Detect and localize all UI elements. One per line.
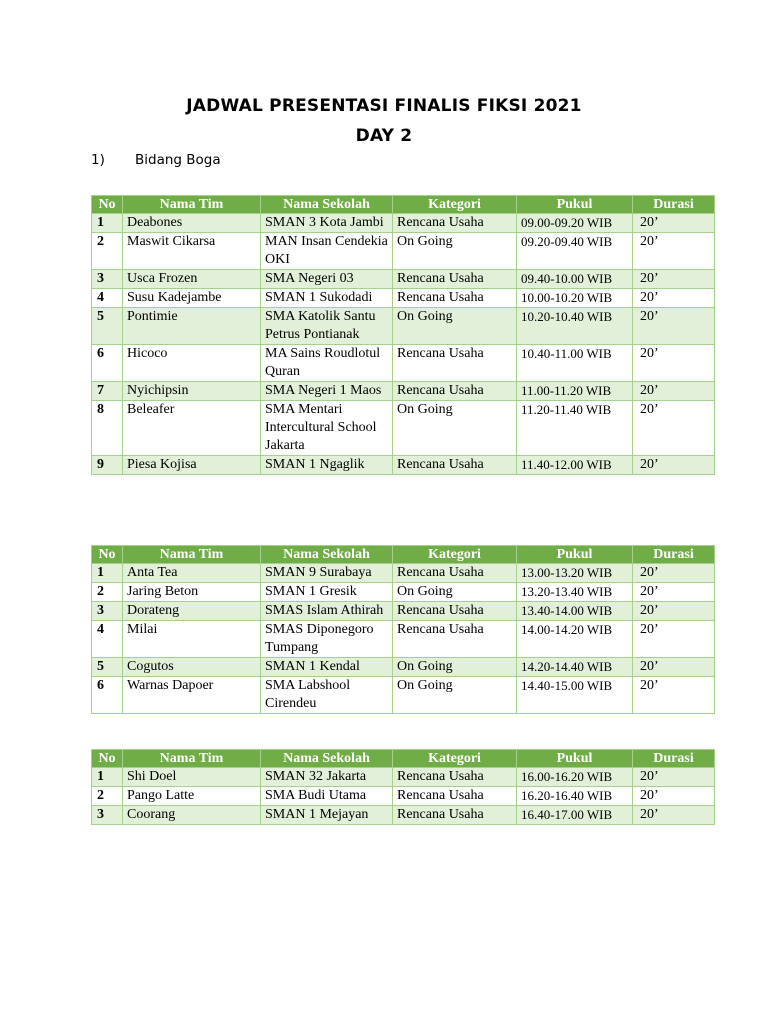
cell-pukul: 14.40-15.00 WIB [517, 677, 633, 714]
cell-nama-sekolah: SMA Katolik Santu Petrus Pontianak [261, 308, 393, 345]
cell-durasi: 20’ [633, 806, 715, 825]
cell-no: 3 [92, 602, 123, 621]
cell-durasi: 20’ [633, 308, 715, 345]
cell-nama-sekolah: SMA Mentari Intercultural School Jakarta [261, 401, 393, 456]
table-row [92, 289, 715, 308]
cell-kategori: On Going [393, 677, 517, 714]
cell-pukul: 14.00-14.20 WIB [517, 621, 633, 658]
table-header-row [92, 196, 715, 214]
cell-nama-tim: Usca Frozen [123, 270, 261, 289]
cell-pukul: 13.40-14.00 WIB [517, 602, 633, 621]
cell-nama-tim: Deabones [123, 214, 261, 233]
cell-kategori: Rencana Usaha [393, 768, 517, 787]
cell-durasi: 20’ [633, 456, 715, 475]
cell-durasi: 20’ [633, 768, 715, 787]
cell-no: 2 [92, 583, 123, 602]
table-row [92, 768, 715, 787]
table-row [92, 382, 715, 401]
cell-pukul: 16.00-16.20 WIB [517, 768, 633, 787]
cell-nama-tim: Nyichipsin [123, 382, 261, 401]
header-nama-tim: Nama Tim [123, 196, 261, 214]
cell-pukul: 11.00-11.20 WIB [517, 382, 633, 401]
cell-nama-sekolah: SMAN 1 Kendal [261, 658, 393, 677]
table-row [92, 456, 715, 475]
table-row [92, 658, 715, 677]
cell-nama-tim: Pontimie [123, 308, 261, 345]
cell-kategori: Rencana Usaha [393, 456, 517, 475]
table-row [92, 270, 715, 289]
cell-durasi: 20’ [633, 233, 715, 270]
table-row [92, 214, 715, 233]
table-row [92, 233, 715, 270]
table-header-row [92, 546, 715, 564]
cell-kategori: Rencana Usaha [393, 289, 517, 308]
cell-no: 2 [92, 233, 123, 270]
table-row [92, 583, 715, 602]
table-row [92, 602, 715, 621]
header-pukul: Pukul [517, 196, 633, 214]
cell-pukul: 13.20-13.40 WIB [517, 583, 633, 602]
cell-nama-sekolah: MAN Insan Cendekia OKI [261, 233, 393, 270]
schedule-table-late-afternoon [91, 749, 715, 825]
cell-nama-sekolah: SMAN 9 Surabaya [261, 564, 393, 583]
cell-nama-sekolah: SMA Budi Utama [261, 787, 393, 806]
cell-kategori: Rencana Usaha [393, 621, 517, 658]
header-no: No [92, 196, 123, 214]
cell-durasi: 20’ [633, 214, 715, 233]
cell-kategori: Rencana Usaha [393, 564, 517, 583]
header-kategori: Kategori [393, 546, 517, 564]
cell-no: 3 [92, 806, 123, 825]
cell-kategori: On Going [393, 233, 517, 270]
table-header-row [92, 750, 715, 768]
cell-pukul: 11.20-11.40 WIB [517, 401, 633, 456]
header-durasi: Durasi [633, 750, 715, 768]
cell-kategori: On Going [393, 583, 517, 602]
header-nama-sekolah: Nama Sekolah [261, 546, 393, 564]
cell-nama-sekolah: SMAN 32 Jakarta [261, 768, 393, 787]
cell-nama-tim: Maswit Cikarsa [123, 233, 261, 270]
section-label: Bidang Boga [135, 152, 221, 168]
cell-nama-sekolah: SMAS Diponegoro Tumpang [261, 621, 393, 658]
table-row [92, 564, 715, 583]
cell-kategori: Rencana Usaha [393, 787, 517, 806]
cell-no: 6 [92, 677, 123, 714]
cell-no: 5 [92, 308, 123, 345]
cell-no: 6 [92, 345, 123, 382]
cell-nama-tim: Anta Tea [123, 564, 261, 583]
cell-durasi: 20’ [633, 583, 715, 602]
schedule-table-morning [91, 195, 715, 475]
document-title: JADWAL PRESENTASI FINALIS FIKSI 2021 [186, 96, 582, 116]
header-durasi: Durasi [633, 196, 715, 214]
cell-pukul: 09.40-10.00 WIB [517, 270, 633, 289]
cell-no: 5 [92, 658, 123, 677]
cell-durasi: 20’ [633, 677, 715, 714]
cell-nama-tim: Susu Kadejambe [123, 289, 261, 308]
table-row [92, 621, 715, 658]
table-row [92, 677, 715, 714]
cell-kategori: On Going [393, 658, 517, 677]
header-nama-sekolah: Nama Sekolah [261, 196, 393, 214]
cell-nama-sekolah: MA Sains Roudlotul Quran [261, 345, 393, 382]
header-durasi: Durasi [633, 546, 715, 564]
section-number: 1) [91, 152, 105, 168]
document-subtitle-day: DAY 2 [355, 126, 413, 146]
cell-nama-sekolah: SMAN 1 Gresik [261, 583, 393, 602]
cell-nama-tim: Beleafer [123, 401, 261, 456]
cell-pukul: 13.00-13.20 WIB [517, 564, 633, 583]
cell-durasi: 20’ [633, 345, 715, 382]
cell-pukul: 10.00-10.20 WIB [517, 289, 633, 308]
cell-no: 1 [92, 564, 123, 583]
cell-no: 1 [92, 214, 123, 233]
table-row [92, 308, 715, 345]
header-nama-tim: Nama Tim [123, 546, 261, 564]
header-kategori: Kategori [393, 196, 517, 214]
cell-pukul: 09.20-09.40 WIB [517, 233, 633, 270]
cell-durasi: 20’ [633, 270, 715, 289]
cell-nama-tim: Dorateng [123, 602, 261, 621]
cell-nama-tim: Coorang [123, 806, 261, 825]
cell-no: 8 [92, 401, 123, 456]
section-heading [91, 152, 221, 168]
table-row [92, 787, 715, 806]
cell-nama-sekolah: SMA Negeri 03 [261, 270, 393, 289]
cell-durasi: 20’ [633, 382, 715, 401]
header-pukul: Pukul [517, 546, 633, 564]
cell-pukul: 11.40-12.00 WIB [517, 456, 633, 475]
cell-nama-sekolah: SMAN 1 Sukodadi [261, 289, 393, 308]
cell-durasi: 20’ [633, 289, 715, 308]
cell-pukul: 16.40-17.00 WIB [517, 806, 633, 825]
cell-nama-tim: Cogutos [123, 658, 261, 677]
cell-no: 3 [92, 270, 123, 289]
table-row [92, 345, 715, 382]
cell-kategori: Rencana Usaha [393, 270, 517, 289]
cell-nama-tim: Piesa Kojisa [123, 456, 261, 475]
cell-pukul: 14.20-14.40 WIB [517, 658, 633, 677]
cell-no: 7 [92, 382, 123, 401]
header-pukul: Pukul [517, 750, 633, 768]
cell-kategori: Rencana Usaha [393, 345, 517, 382]
table-row [92, 806, 715, 825]
header-nama-tim: Nama Tim [123, 750, 261, 768]
cell-nama-tim: Warnas Dapoer [123, 677, 261, 714]
schedule-table-afternoon [91, 545, 715, 714]
cell-durasi: 20’ [633, 787, 715, 806]
cell-no: 2 [92, 787, 123, 806]
cell-nama-sekolah: SMAN 3 Kota Jambi [261, 214, 393, 233]
cell-nama-tim: Shi Doel [123, 768, 261, 787]
cell-durasi: 20’ [633, 602, 715, 621]
header-no: No [92, 750, 123, 768]
cell-durasi: 20’ [633, 658, 715, 677]
cell-nama-tim: Jaring Beton [123, 583, 261, 602]
cell-nama-sekolah: SMAN 1 Mejayan [261, 806, 393, 825]
cell-durasi: 20’ [633, 401, 715, 456]
cell-durasi: 20’ [633, 564, 715, 583]
cell-nama-sekolah: SMA Negeri 1 Maos [261, 382, 393, 401]
header-kategori: Kategori [393, 750, 517, 768]
cell-nama-sekolah: SMAN 1 Ngaglik [261, 456, 393, 475]
cell-no: 9 [92, 456, 123, 475]
cell-pukul: 09.00-09.20 WIB [517, 214, 633, 233]
cell-no: 1 [92, 768, 123, 787]
header-no: No [92, 546, 123, 564]
cell-nama-tim: Pango Latte [123, 787, 261, 806]
cell-kategori: Rencana Usaha [393, 382, 517, 401]
cell-pukul: 10.20-10.40 WIB [517, 308, 633, 345]
cell-no: 4 [92, 289, 123, 308]
table-row [92, 401, 715, 456]
cell-pukul: 16.20-16.40 WIB [517, 787, 633, 806]
cell-kategori: Rencana Usaha [393, 806, 517, 825]
cell-durasi: 20’ [633, 621, 715, 658]
cell-nama-sekolah: SMA Labshool Cirendeu [261, 677, 393, 714]
cell-nama-tim: Hicoco [123, 345, 261, 382]
cell-pukul: 10.40-11.00 WIB [517, 345, 633, 382]
cell-kategori: On Going [393, 401, 517, 456]
cell-nama-tim: Milai [123, 621, 261, 658]
cell-kategori: Rencana Usaha [393, 602, 517, 621]
cell-nama-sekolah: SMAS Islam Athirah [261, 602, 393, 621]
cell-kategori: Rencana Usaha [393, 214, 517, 233]
header-nama-sekolah: Nama Sekolah [261, 750, 393, 768]
cell-kategori: On Going [393, 308, 517, 345]
cell-no: 4 [92, 621, 123, 658]
